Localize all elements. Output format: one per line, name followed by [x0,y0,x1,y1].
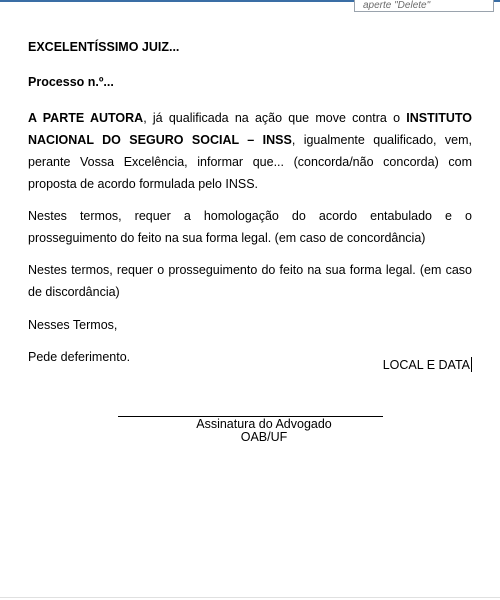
party-name: A PARTE AUTORA [28,111,144,125]
heading-judge: EXCELENTÍSSIMO JUIZ... [28,40,180,54]
text-cursor [471,357,472,372]
heading-process: Processo n.º... [28,75,114,89]
institute-name: INSTITUTO NACIONAL DO SEGURO SOCIAL – INSS [28,111,472,147]
paragraph-petition-text-a: , já qualificada na ação que move contra o [143,111,407,125]
local-date-line[interactable] [383,354,472,376]
signature-block [118,418,410,444]
document-body[interactable] [28,36,472,368]
paragraph-petition [28,107,472,195]
local-date-text: LOCAL E DATA [382,358,470,372]
page-bottom-divider [0,597,500,598]
search-input[interactable] [354,0,494,12]
signature-registration: OAB/UF [240,430,288,444]
closing-request: Pede deferimento. [28,350,131,364]
paragraph-disagreement: Nestes termos, requer o prosseguimento do feito na sua forma legal. (em caso de discordância) [28,263,472,299]
paragraph-agreement: Nestes termos, requer a homologação do acordo entabulado e o prosseguimento do feito na sua forma legal. (em caso de concordância) [28,209,472,245]
closing-terms: Nesses Termos, [28,318,118,332]
signature-name: Assinatura do Advogado [196,417,332,431]
paragraph-petition-text-b: , igualmente qualificado, vem, perante Vossa Excelência, informar que... (concorda/não concorda) com proposta de acordo formulada pelo INSS. [28,133,472,191]
